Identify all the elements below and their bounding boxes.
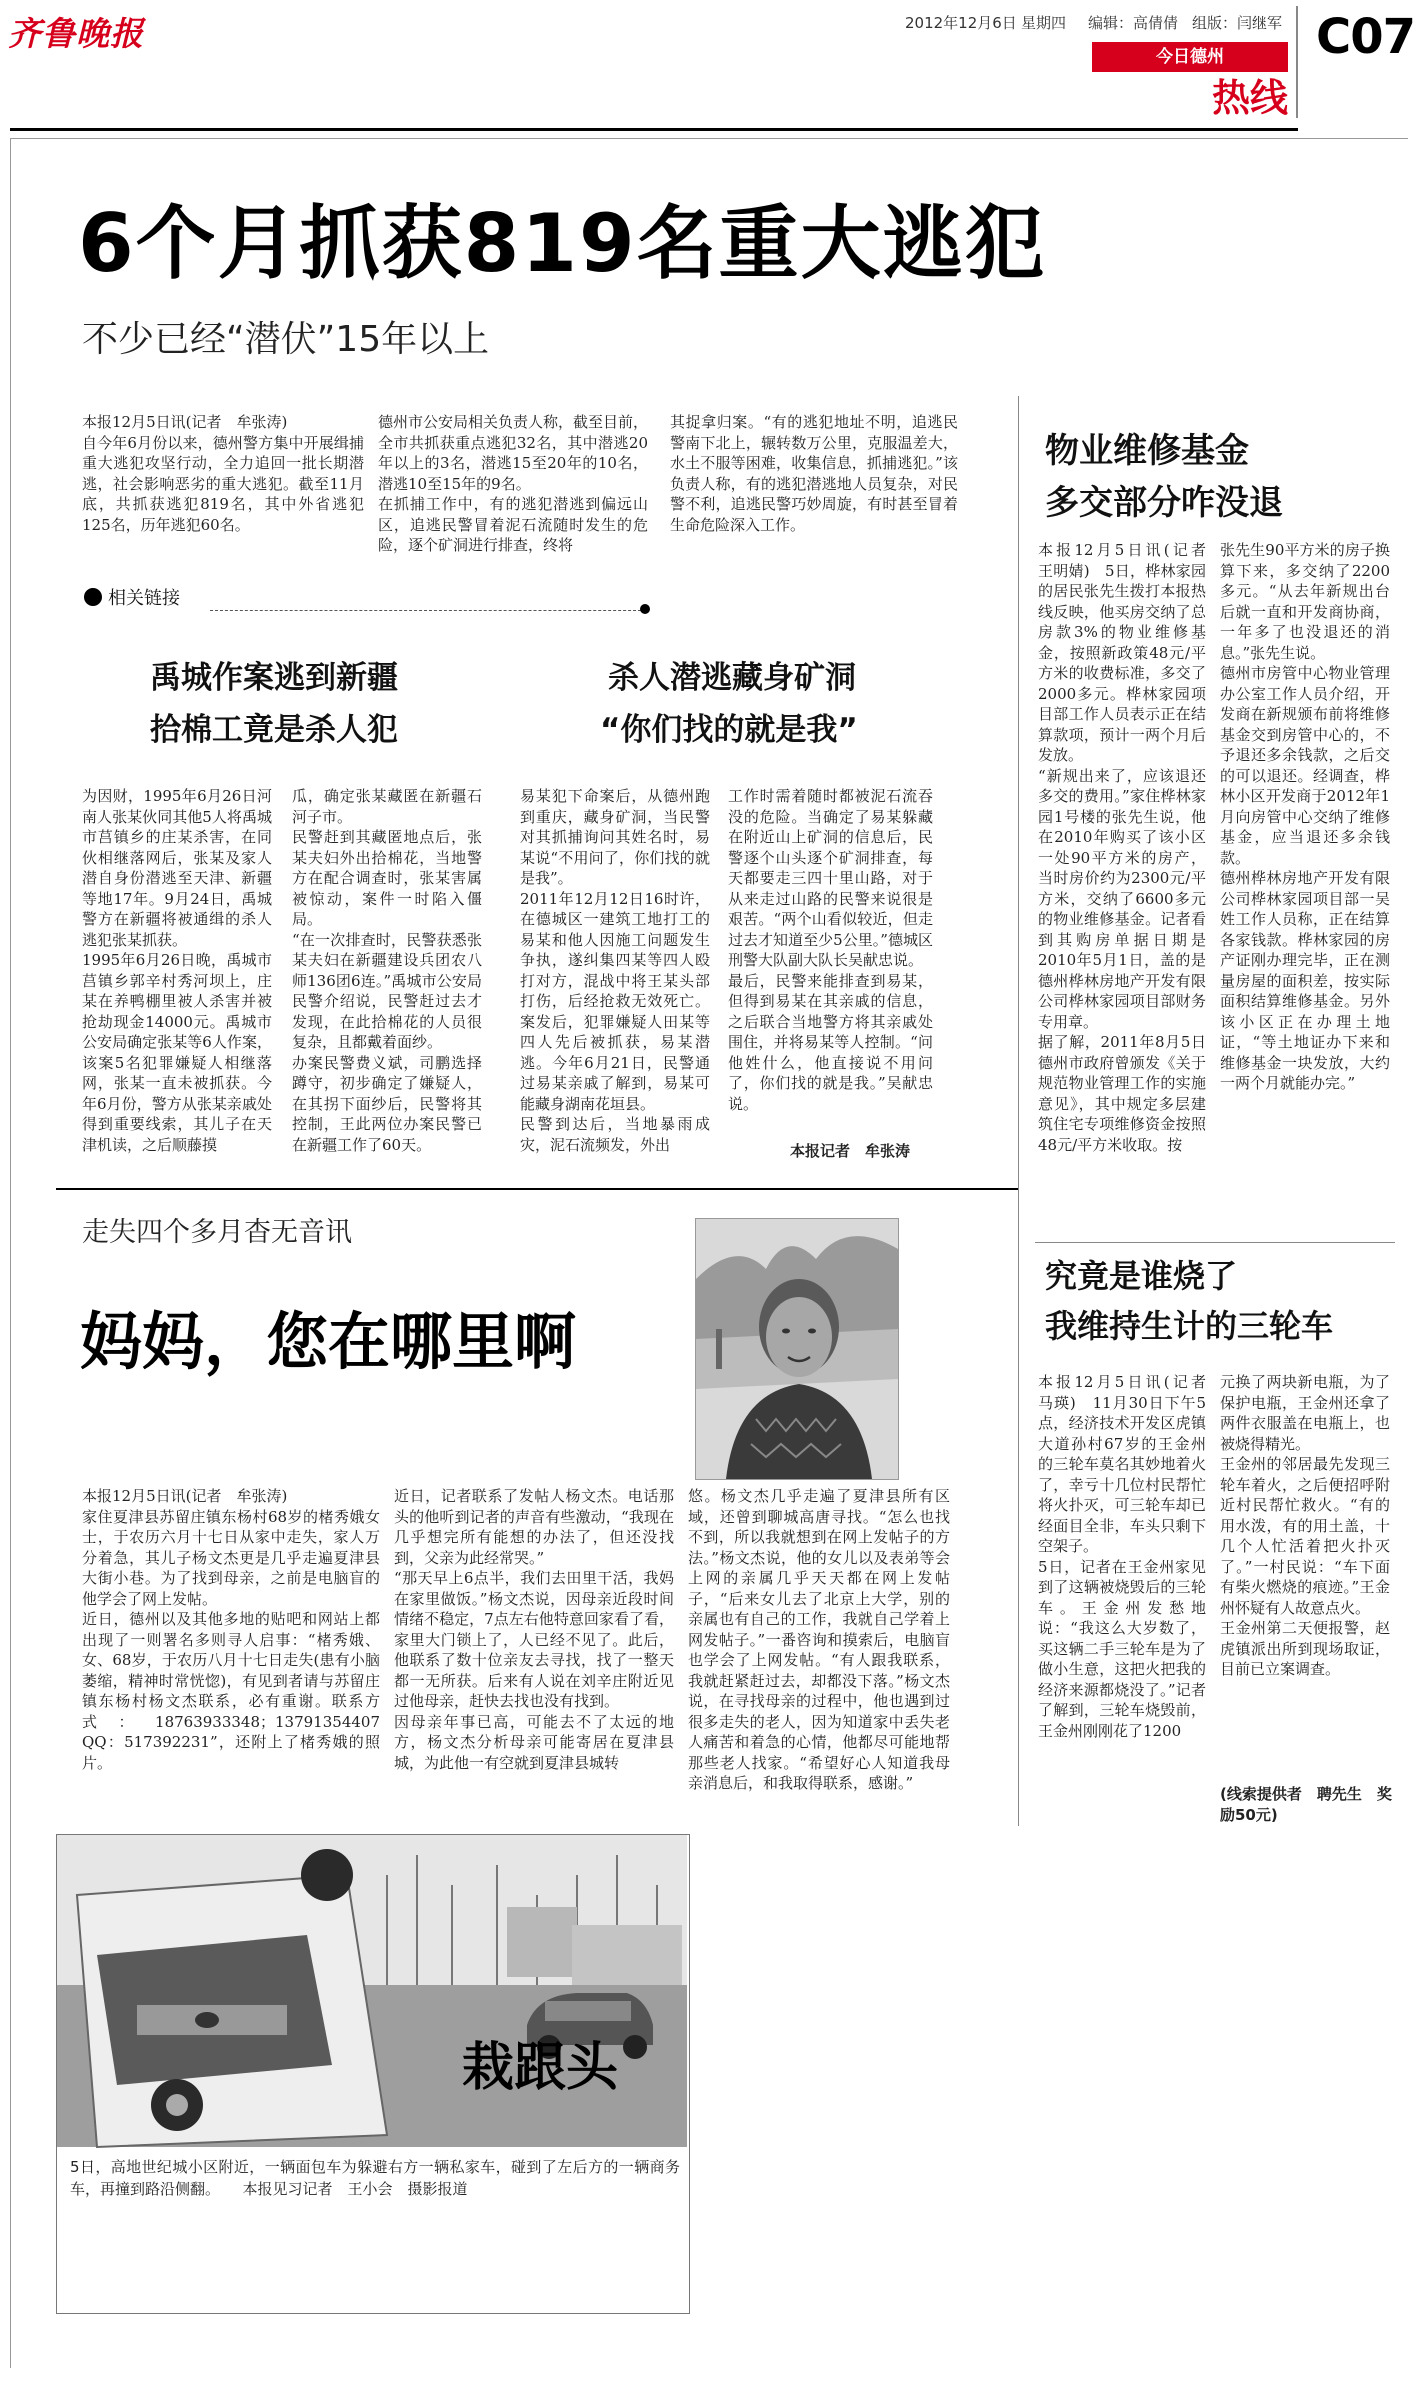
photo-overlay-title: 栽跟头: [462, 2038, 619, 2098]
missing-story-kicker: 走失四个多月杳无音讯: [82, 1217, 352, 1248]
missing-story-col1: 本报12月5日讯(记者 牟张涛) 家住夏津县苏留庄镇东杨村68岁的楮秀娥女士，于农历六月十七日从家中走失，家人万分着急，其儿子杨文杰更是几乎走遍夏津县大街小巷。为了找到母亲，之前是电脑盲的他学会了网上发帖。 近日，德州以及其他多地的贴吧和网站上都出现了一则署名多则寻人启事：“楮秀娥、女、68岁，于农历八月十七日走失(患有小脑萎缩，精神时常恍惚)，有见到者请与苏留庄镇东杨村杨文杰联系，必有重谢。联系方式：18763933348；13791354407 QQ：517392231”，还附上了楮秀娥的照片。: [82, 1487, 380, 1772]
sidebar1-col2: 张先生90平方米的房子换算下来，多交纳了2200多元。“从去年新规出台后就一直和开发商协商，一年多了也没退还的消息。”张先生说。 德州市房管中心物业管理办公室工作人员介绍，开发商在新规颁布前将维修基金交到房管中心的，不予退还多余钱款，之后交的可以退还。经调查，桦林小区开发商于2012年1月向房管中心交纳了维修基金，应当退还多余钱款。 德州桦林房地产开发有限公司桦林家园项目部一吴姓工作人员称，正在结算各家钱款。桦林家园的房产证刚办理完毕，正在测量房屋的面积差，按实际面积结算维修基金。另外该小区正在办理土地证，“等土地证办下来和维修基金一块发放，大约一两个月就能办完。”: [1220, 541, 1390, 1092]
sidebar-divider: [1018, 396, 1019, 1826]
missing-story-col2: 近日，记者联系了发帖人杨文杰。电话那头的他听到记者的声音有些激动，“我现在几乎想完所有能想的办法了，但还没找到，父亲为此经常哭。” “那天早上6点半，我们去田里干活，我妈在家里做饭。”杨文杰说，因母亲近段时间情绪不稳定，7点左右他特意回家看了看，家里大门锁上了，人已经不见了。此后，他联系了数十位亲友去寻找，找了一整天都一无所获。后来有人说在刘辛庄附近见过他母亲，赶快去找也没有找到。 因母亲年事已高，可能去不了太远的地方，杨文杰分析母亲可能寄居在夏津县城，为此他一有空就到夏津县城转: [394, 1487, 674, 1772]
main-story-col3: 其捉拿归案。“有的逃犯地址不明，追逃民警南下北上，辗转数万公里，克服温差大，水土不服等困难，收集信息，抓捕逃犯。”该负责人称，有的逃犯潜逃地人员复杂，对民警不利，追逃民警巧妙周旋，有时甚至冒着生命危险深入工作。: [670, 413, 958, 534]
header-vertical-divider: [1296, 6, 1298, 118]
sidebar1-title-line1: 物业维修基金: [1045, 431, 1249, 471]
related-link-icon: [84, 588, 102, 606]
story2-byline: 本报记者 牟张涛: [790, 1142, 911, 1160]
sidebar1-title-line2: 多交部分咋没退: [1045, 483, 1283, 523]
story1-col2: 瓜，确定张某藏匿在新疆石河子市。 民警赶到其藏匿地点后，张某夫妇外出拾棉花，当地警方在配合调查时，张某害属被惊动，案件一时陷入僵局。 “在一次排查时，民警获悉张某夫妇在新疆建设兵团农八师136团6连。”禹城市公安局民警介绍说，民警赶过去才发现，在此拾棉花的人员很复杂，且都戴着面纱。 办案民警费义斌，司鹏选择蹲守，初步确定了嫌疑人，在其拐下面纱后，民警将其控制，王此两位办案民警已在新疆工作了60天。: [292, 787, 482, 1154]
page-number: C07: [1316, 9, 1416, 65]
story2-col2: 工作时需着随时都被泥石流吞没的危险。当确定了易某躲藏在附近山上矿洞的信息后，民警逐个山头逐个矿洞排查，每天都要走三四十里山路，对于从来走过山路的民警来说很是艰苦。“两个山看似较近，但走过去才知道至少5公里。”德城区刑警大队副大队长吴献忠说。 最后，民警来能排查到易某，但得到易某在其亲戚的信息，之后联合当地警方将其亲戚处围住，并将易某等人控制。“问他姓什么，他直接说不用问了，你们找的就是我。”吴献忠说。: [728, 787, 933, 1113]
sidebar2-title-line2: 我维持生计的三轮车: [1045, 1307, 1334, 1345]
missing-woman-photo-drawing: [696, 1219, 898, 1479]
missing-story-col3: 悠。杨文杰几乎走遍了夏津县所有区域，还曾到聊城高唐寻找。“怎么也找不到，所以我就想到在网上发帖子的方法。”杨文杰说，他的女儿以及表弟等会上网的亲属几乎天天都在网上发帖子，“后来女儿去了北京上大学，别的亲属也有自己的工作，我就自己学着上网发帖子。”一番咨询和摸索后，电脑盲也学会了上网发帖。“有人跟我联系，我就赶紧赶过去，却都没下落。”杨文杰说，在寻找母亲的过程中，他也遇到过很多走失的老人，因为知道家中丢失老人痛苦和着急的心情，他都尽可能地帮那些老人找家。“希望好心人知道我母亲消息后，和我取得联系，感谢。”: [688, 1487, 950, 1792]
masthead-rule-thin: [10, 138, 1408, 139]
sidebar1-col1: 本报12月5日讯(记者 王明婧) 5日，桦林家园的居民张先生拨打本报热线反映，他买房交纳了总房款3%的物业维修基金，按照新政策48元/平方米的收费标准，多交了2000多元。桦林家园项目部工作人员表示正在结算款项，预计一两个月后发放。 “新规出来了，应该退还多交的费用。”家住桦林家园1号楼的张先生说，他在2010年购买了该小区一处90平方米的房产，当时房价约为2300元/平方米，交纳了6600多元的物业维修基金。记者看到其购房单据日期是2010年5月1日，盖的是德州桦林房地产开发有限公司桦林家园项目部财务专用章。 据了解，2011年8月5日德州市政府曾颁发《关于规范物业管理工作的实施意见》，其中规定多层建筑住宅专项维修资金按照48元/平方米收取。按: [1038, 541, 1206, 1154]
story2-title-line2: “你们找的就是我”: [600, 712, 858, 748]
sidebar2-col1: 本报12月5日讯(记者 马瑛) 11月30日下午5点，经济技术开发区虎镇大道孙村67岁的王金州的三轮车莫名其妙地着火了，幸亏十几位村民帮忙将火扑灭，可三轮车却已经面目全非，车头只剩下空架子。 5日，记者在王金州家见到了这辆被烧毁后的三轮车。王金州发愁地说：“我这么大岁数了，买这辆二手三轮车是为了做小生意，这把火把我的经济来源都烧没了。”记者了解到，三轮车烧毁前，王金州刚刚花了1200: [1038, 1373, 1206, 1740]
overturned-van-drawing: [57, 1835, 687, 2147]
overturned-van-photo: [57, 1835, 687, 2147]
related-link-divider: [210, 610, 646, 611]
missing-woman-photo: [695, 1218, 899, 1480]
related-link-label: 相关链接: [108, 588, 180, 609]
story2-title-line1: 杀人潜逃藏身矿洞: [608, 660, 856, 696]
sidebar2-credit: (线索提供者 聘先生 奖励50元): [1220, 1785, 1392, 1824]
main-story-col1: 本报12月5日讯(记者 牟张涛) 自今年6月份以来，德州警方集中开展缉捕重大逃犯攻坚行动，全力追回一批长期潜逃，社会影响恶劣的重大逃犯。截至11月底，共抓获逃犯819名，其中外省逃犯125名，历年逃犯60名。: [82, 413, 364, 534]
main-headline: 6个月抓获819名重大逃犯: [78, 197, 1047, 290]
section-label-tab: 今日德州: [1092, 42, 1288, 72]
story1-title-line2: 拾棉工竟是杀人犯: [150, 712, 398, 748]
editor-credit: 编辑：高倩倩: [1088, 14, 1179, 32]
main-subheadline: 不少已经“潜伏”15年以上: [82, 319, 490, 360]
section-title: 热线: [1211, 76, 1288, 120]
related-link-bar: [84, 586, 648, 608]
paper-name-logo: 齐鲁晚报: [8, 14, 144, 53]
sidebar2-col2: 元换了两块新电瓶，为了保护电瓶，王金州还拿了两件衣服盖在电瓶上，也被烧得精光。 王金州的邻居最先发现三轮车着火，之后便招呼附近村民帮忙救火。“有的用水泼，有的用土盖，十几个人忙活着把火扑灭了。”一村民说：“车下面有柴火燃烧的痕迹。”王金州怀疑有人故意点火。 王金州第二天便报警，赵虎镇派出所到现场取证，目前已立案调查。: [1220, 1373, 1390, 1678]
missing-story-headline: 妈妈，您在哪里啊: [80, 1305, 577, 1378]
main-story-col2: 德州市公安局相关负责人称，截至目前，全市共抓获重点逃犯32名，其中潜逃20年以上的3名，潜逃15至20年的10名，潜逃10至15年的9名。 在抓捕工作中，有的逃犯潜逃到偏远山区，追逃民警冒着泥石流随时发生的危险，逐个矿洞进行排查，终将: [378, 413, 649, 554]
photo-caption: 5日，高地世纪城小区附近，一辆面包车为躲避右方一辆私家车，碰到了左后方的一辆商务车，再撞到路沿侧翻。 本报见习记者 王小会 摄影报道: [70, 2158, 680, 2198]
issue-date: 2012年12月6日: [905, 14, 1017, 32]
sidebar2-title-line1: 究竟是谁烧了: [1045, 1257, 1238, 1295]
story1-title-line1: 禹城作案逃到新疆: [150, 660, 398, 696]
story1-col1: 为因财，1995年6月26日河南人张某伙同其他5人将禹城市莒镇乡的庄某杀害，在同伙相继落网后，张某及家人潜自身份潜逃至天津、新疆等地17年。9月24日，禹城警方在新疆将被通缉的杀人逃犯张某抓获。 1995年6月26日晚，禹城市莒镇乡郭辛村秀河坝上，庄某在养鸭棚里被人杀害并被抢劫现金14000元。禹城市公安局确定张某等6人作案，该案5名犯罪嫌疑人相继落网，张某一直未被抓获。今年6月份，警方从张某亲戚处得到重要线索，其儿子在天津机读，之后顺藤摸: [82, 787, 272, 1154]
left-vertical-rule: [10, 138, 11, 2368]
issue-weekday: 星期四: [1021, 14, 1067, 32]
layout-credit: 组版：闫继军: [1192, 14, 1283, 32]
masthead-rule: [10, 128, 1298, 131]
related-link-end-dot: [640, 604, 650, 614]
story2-col1: 易某犯下命案后，从德州跑到重庆，藏身矿洞，当民警对其抓捕询问其姓名时，易某说“不用问了，你们找的就是我”。 2011年12月12日16时许，在德城区一建筑工地打工的易某和他人因施工问题发生争执，遂纠集四某等四人殴打对方，混战中将王某头部打伤，后经抢救无效死亡。案发后，犯罪嫌疑人田某等四人先后被抓获，易某潜逃。今年6月21日，民警通过易某亲戚了解到，易某可能藏身湖南花垣县。 民警到达后，当地暴雨成灾，泥石流频发，外出: [520, 787, 710, 1154]
sidebar2-divider: [1035, 1242, 1395, 1243]
